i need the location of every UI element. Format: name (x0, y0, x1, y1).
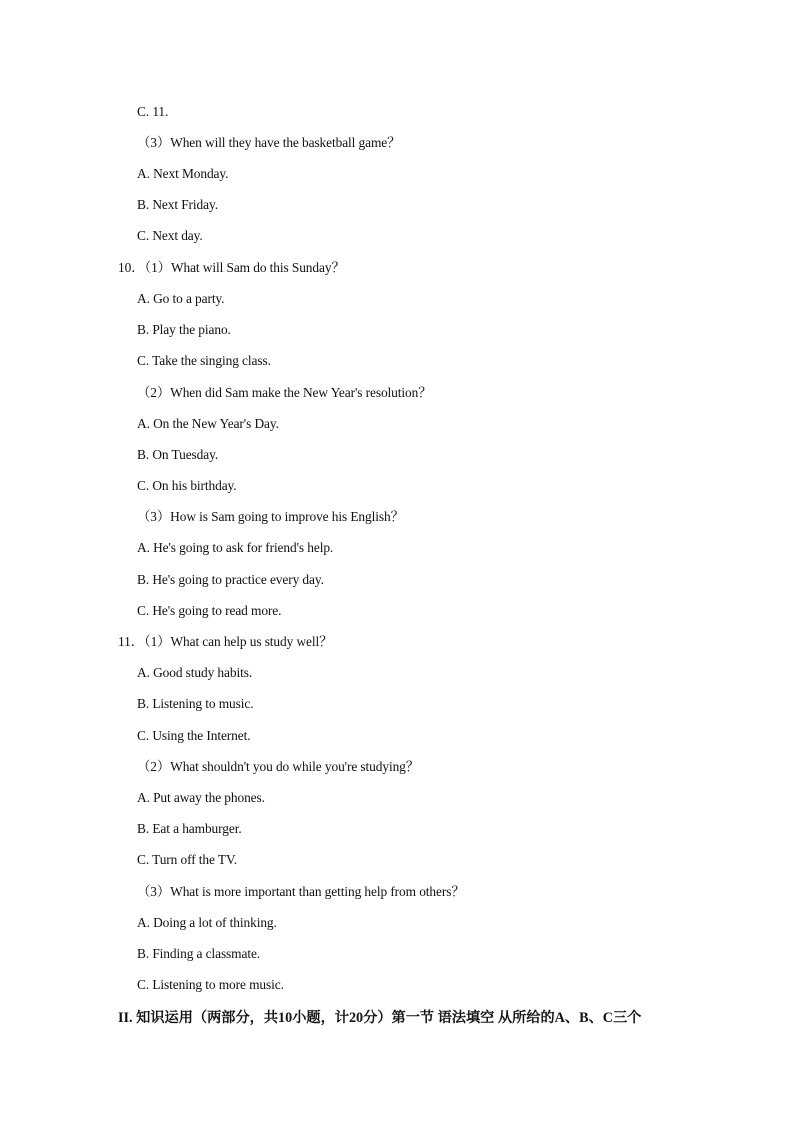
option-text: C. On his birthday. (137, 478, 237, 493)
option-text: B. On Tuesday. (137, 447, 219, 462)
section-heading: II. 知识运用（两部分，共10小题，计20分）第一节 语法填空 从所给的A、B、C三个 (118, 1010, 642, 1026)
option-text: B. Next Friday. (137, 197, 218, 212)
option-text: A. Put away the phones. (137, 790, 265, 805)
option-text: A. He's going to ask for friend's help. (137, 540, 334, 555)
option-text: A. Go to a party. (137, 291, 225, 306)
option-text: B. Eat a hamburger. (137, 821, 242, 836)
sub-question: （2）What shouldn't you do while you're studying？ (137, 759, 420, 774)
sub-question: （3）What is more important than getting help from others？ (137, 884, 465, 899)
option-text: C. Next day. (137, 228, 203, 243)
sub-question: （3）How is Sam going to improve his English？ (137, 509, 404, 524)
option-text: C. Turn off the TV. (137, 852, 238, 867)
option-text: A. Next Monday. (137, 166, 229, 181)
option-text: A. Doing a lot of thinking. (137, 915, 277, 930)
option-text: C. He's going to read more. (137, 603, 282, 618)
option-text: B. Finding a classmate. (137, 946, 261, 961)
question-11: 11．（1）What can help us study well？ (118, 634, 333, 649)
option-text: B. Play the piano. (137, 322, 231, 337)
sub-question: （2）When did Sam make the New Year's resolution？ (137, 385, 432, 400)
option-text: C. Listening to more music. (137, 977, 284, 992)
option-text: C. Using the Internet. (137, 728, 251, 743)
option-text: C. 11. (137, 104, 169, 119)
option-text: B. Listening to music. (137, 696, 254, 711)
question-10: 10．（1）What will Sam do this Sunday？ (118, 260, 345, 275)
option-text: A. On the New Year's Day. (137, 416, 279, 431)
sub-question: （3）When will they have the basketball game？ (137, 135, 401, 150)
option-text: C. Take the singing class. (137, 353, 271, 368)
option-text: B. He's going to practice every day. (137, 572, 324, 587)
option-text: A. Good study habits. (137, 665, 253, 680)
